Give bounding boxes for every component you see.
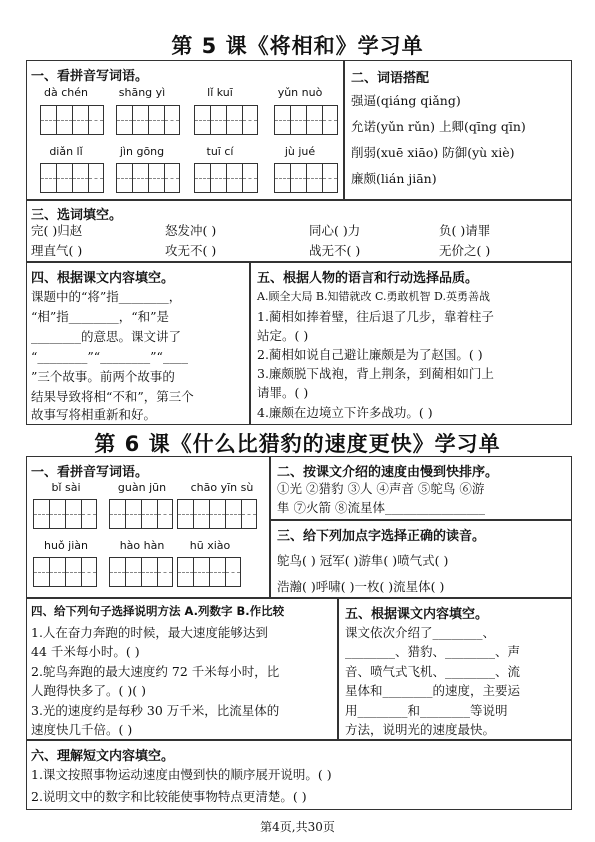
text-line: “相”指________，“和”是 xyxy=(31,309,170,324)
writing-grid[interactable] xyxy=(116,163,180,193)
pinyin: jìn gōng xyxy=(119,145,165,158)
pinyin: chāo yīn sù xyxy=(190,481,254,494)
lesson6-s5-heading: 五、根据课文内容填空。 xyxy=(345,607,489,622)
collocation-line: 廉颇(lián jiān) xyxy=(351,171,437,186)
page-number: 第4页,共30页 xyxy=(260,820,335,834)
text-line: 请罪。( ) xyxy=(257,385,309,400)
text-line: 人跑得快多了。( )( ) xyxy=(31,683,146,698)
lesson5-s5-heading: 五、根据人物的语言和行动选择品质。 xyxy=(257,271,479,286)
reading-row: 浩瀚( )呼啸( )一枚( )流星体( ) xyxy=(277,579,445,594)
lesson5-section-5 xyxy=(250,262,572,425)
text-line: 站定。( ) xyxy=(257,328,309,343)
writing-grid[interactable] xyxy=(194,163,258,193)
lesson5-s2-heading: 二、词语搭配 xyxy=(351,71,430,86)
text-line: 结果导致将相“不和”，第三个 xyxy=(31,389,194,404)
lesson6-section-1 xyxy=(26,456,270,598)
writing-grid[interactable] xyxy=(109,499,173,529)
lesson6-section-2 xyxy=(270,456,572,520)
text-line: 3.廉颇脱下战袍，背上荆条，到蔺相如门上 xyxy=(257,366,494,381)
pinyin: jù jué xyxy=(284,145,316,158)
text-line: 2.蔺相如说自己避让廉颇是为了赵国。( ) xyxy=(257,347,483,362)
lesson5-section-1 xyxy=(26,60,344,200)
text-line: 课文依次介绍了________、 xyxy=(345,625,496,640)
writing-grid[interactable] xyxy=(274,163,338,193)
text-line: 44 千米每小时。( ) xyxy=(31,644,140,659)
lesson6-s2-heading: 二、按课文介绍的速度由慢到快排序。 xyxy=(277,465,499,480)
text-line: ”三个故事。前两个故事的 xyxy=(31,369,175,384)
text-line: 4.廉颇在边境立下许多战功。( ) xyxy=(257,405,433,420)
pinyin: lǐ kuī xyxy=(207,86,233,99)
pinyin: guàn jūn xyxy=(117,481,167,494)
lesson6-section-3 xyxy=(270,520,572,598)
reading-row: 鸵鸟( ) 冠军( )游隼( )喷气式( ) xyxy=(277,553,449,568)
lesson6-section-5 xyxy=(338,598,572,740)
text-line: 2.鸵鸟奔跑的最大速度约 72 千米每小时，比 xyxy=(31,664,280,679)
fill-item: 完( )归赵 xyxy=(31,223,83,238)
writing-grid[interactable] xyxy=(274,105,338,135)
fill-item: 理直气( ) xyxy=(31,243,83,258)
text-line: 课题中的“将”指________， xyxy=(31,289,182,304)
lesson6-s3-heading: 三、给下列加点字选择正确的读音。 xyxy=(277,529,486,544)
writing-grid[interactable] xyxy=(177,499,257,529)
collocation-line: 强逼(qiáng qiǎng) xyxy=(351,93,461,108)
pinyin: huǒ jiàn xyxy=(44,539,88,552)
fill-item: 攻无不( ) xyxy=(165,243,217,258)
collocation-line: 削弱(xuē xiāo) 防御(yù xiè) xyxy=(351,145,515,160)
pinyin: hū xiào xyxy=(189,539,231,552)
text-line: 方法，说明光的速度最快。 xyxy=(345,722,496,737)
text-line: 3.光的速度约是每秒 30 万千米，比流星体的 xyxy=(31,703,280,718)
pinyin: diǎn lǐ xyxy=(49,145,83,158)
pinyin: shāng yì xyxy=(118,86,166,99)
fill-item: 同心( )力 xyxy=(309,223,361,238)
writing-grid[interactable] xyxy=(116,105,180,135)
text-line: “________”“________”“____ xyxy=(31,349,188,364)
text-line: 1.蔺相如捧着璧，往后退了几步，靠着柱子 xyxy=(257,309,494,324)
lesson5-s1-heading: 一、看拼音写词语。 xyxy=(31,69,149,84)
lesson6-title: 第 6 课《什么比猎豹的速度更快》学习单 xyxy=(94,432,501,456)
pinyin: dà chén xyxy=(44,86,88,99)
lesson5-section-4 xyxy=(26,262,250,425)
text-line: ①光 ②猎豹 ③人 ④声音 ⑤鸵鸟 ⑥游 xyxy=(277,481,485,496)
writing-grid[interactable] xyxy=(40,163,104,193)
lesson5-section-2 xyxy=(344,60,572,200)
text-line: 1.人在奋力奔跑的时候，最大速度能够达到 xyxy=(31,625,268,640)
lesson5-s4-heading: 四、根据课文内容填空。 xyxy=(31,271,175,286)
text-line: ________、猎豹、________、声 xyxy=(345,644,521,659)
fill-item: 战无不( ) xyxy=(309,243,361,258)
writing-grid[interactable] xyxy=(40,105,104,135)
text-line: 故事写将相重新和好。 xyxy=(31,407,157,422)
text-line: 音、喷气式飞机、________、流 xyxy=(345,664,521,679)
writing-grid[interactable] xyxy=(177,557,241,587)
writing-grid[interactable] xyxy=(33,557,97,587)
pinyin: hào hàn xyxy=(119,539,165,552)
text-line: 速度快几千倍。( ) xyxy=(31,722,133,737)
text-line: ________的意思。课文讲了 xyxy=(31,329,182,344)
text-line: 2.说明文中的数字和比较能使事物特点更清楚。( ) xyxy=(31,789,307,804)
pinyin: yǔn nuò xyxy=(277,86,323,99)
lesson5-s3-heading: 三、选词填空。 xyxy=(31,208,123,223)
fill-item: 负( )请罪 xyxy=(439,223,491,238)
lesson6-s6-heading: 六、理解短文内容填空。 xyxy=(31,749,175,764)
lesson5-section-3 xyxy=(26,200,572,262)
collocation-line: 允诺(yǔn rǔn) 上卿(qīng qīn) xyxy=(351,119,526,134)
text-line: 1.课文按照事物运动速度由慢到快的顺序展开说明。( ) xyxy=(31,767,332,782)
pinyin: tuī cí xyxy=(206,145,234,158)
writing-grid[interactable] xyxy=(194,105,258,135)
pinyin: bǐ sài xyxy=(51,481,81,494)
writing-grid[interactable] xyxy=(33,499,97,529)
text-line: 隼 ⑦火箭 ⑧流星体________________ xyxy=(277,500,485,515)
fill-item: 无价之( ) xyxy=(439,243,491,258)
text-line: 用________和________等说明 xyxy=(345,703,508,718)
options-line: A.顾全大局 B.知错就改 C.勇敢机智 D.英勇善战 xyxy=(257,290,490,303)
lesson6-s1-heading: 一、看拼音写词语。 xyxy=(31,465,149,480)
text-line: 星体和________的速度，主要运 xyxy=(345,683,521,698)
lesson5-title: 第 5 课《将相和》学习单 xyxy=(171,34,424,58)
fill-item: 怒发冲( ) xyxy=(165,223,217,238)
lesson6-section-4 xyxy=(26,598,338,740)
writing-grid[interactable] xyxy=(109,557,173,587)
lesson6-section-6 xyxy=(26,740,572,810)
lesson6-s4-heading: 四、给下列句子选择说明方法 A.列数字 B.作比较 xyxy=(31,604,285,618)
